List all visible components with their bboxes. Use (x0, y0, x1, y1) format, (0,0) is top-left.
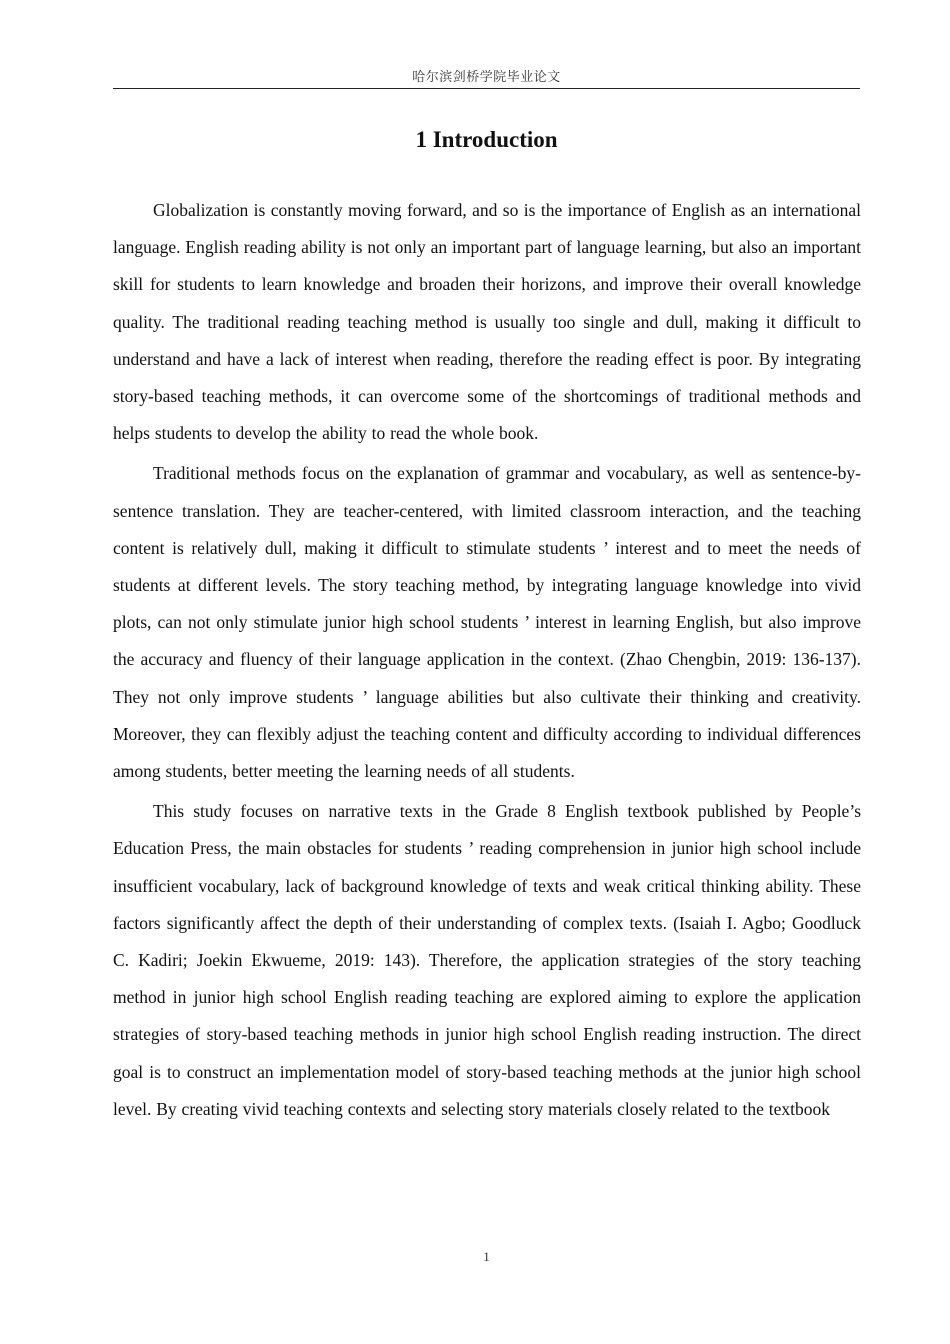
page-number: 1 (483, 1249, 490, 1264)
header-divider (113, 88, 860, 89)
paragraph-1: Globalization is constantly moving forward, and so is the importance of English as an international language. English reading ability is not only an important part of language learning, but also an important skill for students to learn knowledge and broaden their horizons, and improve their overall knowledge quality. The traditional reading teaching method is usually too single and dull, making it difficult to understand and have a lack of interest when reading, therefore the reading effect is poor. By integrating story-based teaching methods, it can overcome some of the shortcomings of traditional methods and helps students to develop the ability to read the whole book. (113, 200, 861, 444)
running-header: 哈尔滨剑桥学院毕业论文 (412, 70, 561, 85)
body-text (113, 192, 861, 1131)
paragraph-3: This study focuses on narrative texts in the Grade 8 English textbook published by People’s Education Press, the main obstacles for students ’ reading comprehension in junior high school include insufficient vocabulary, lack of background knowledge of texts and weak critical thinking ability. These factors significantly affect the depth of their understanding of complex texts. (Isaiah I. Agbo; Goodluck C. Kadiri; Joekin Ekwueme, 2019: 143). Therefore, the application strategies of the story teaching method in junior high school English reading teaching are explored aiming to explore the application strategies of story-based teaching methods in junior high school English reading instruction. The direct goal is to construct an implementation model of story-based teaching methods at the junior high school level. By creating vivid teaching contexts and selecting story materials closely related to the textbook (113, 801, 861, 1119)
paragraph-2: Traditional methods focus on the explanation of grammar and vocabulary, as well as sentence-by-sentence translation. They are teacher-centered, with limited classroom interaction, and the teaching content is relatively dull, making it difficult to stimulate students ’ interest and to meet the needs of students at different levels. The story teaching method, by integrating language knowledge into vivid plots, can not only stimulate junior high school students ’ interest in learning English, but also improve the accuracy and fluency of their language application in the context. (Zhao Chengbin, 2019: 136-137). They not only improve students ’ language abilities but also cultivate their thinking and creativity. Moreover, they can flexibly adjust the teaching content and difficulty according to individual differences among students, better meeting the learning needs of all students. (113, 463, 861, 782)
chapter-title: 1 Introduction (415, 127, 558, 152)
